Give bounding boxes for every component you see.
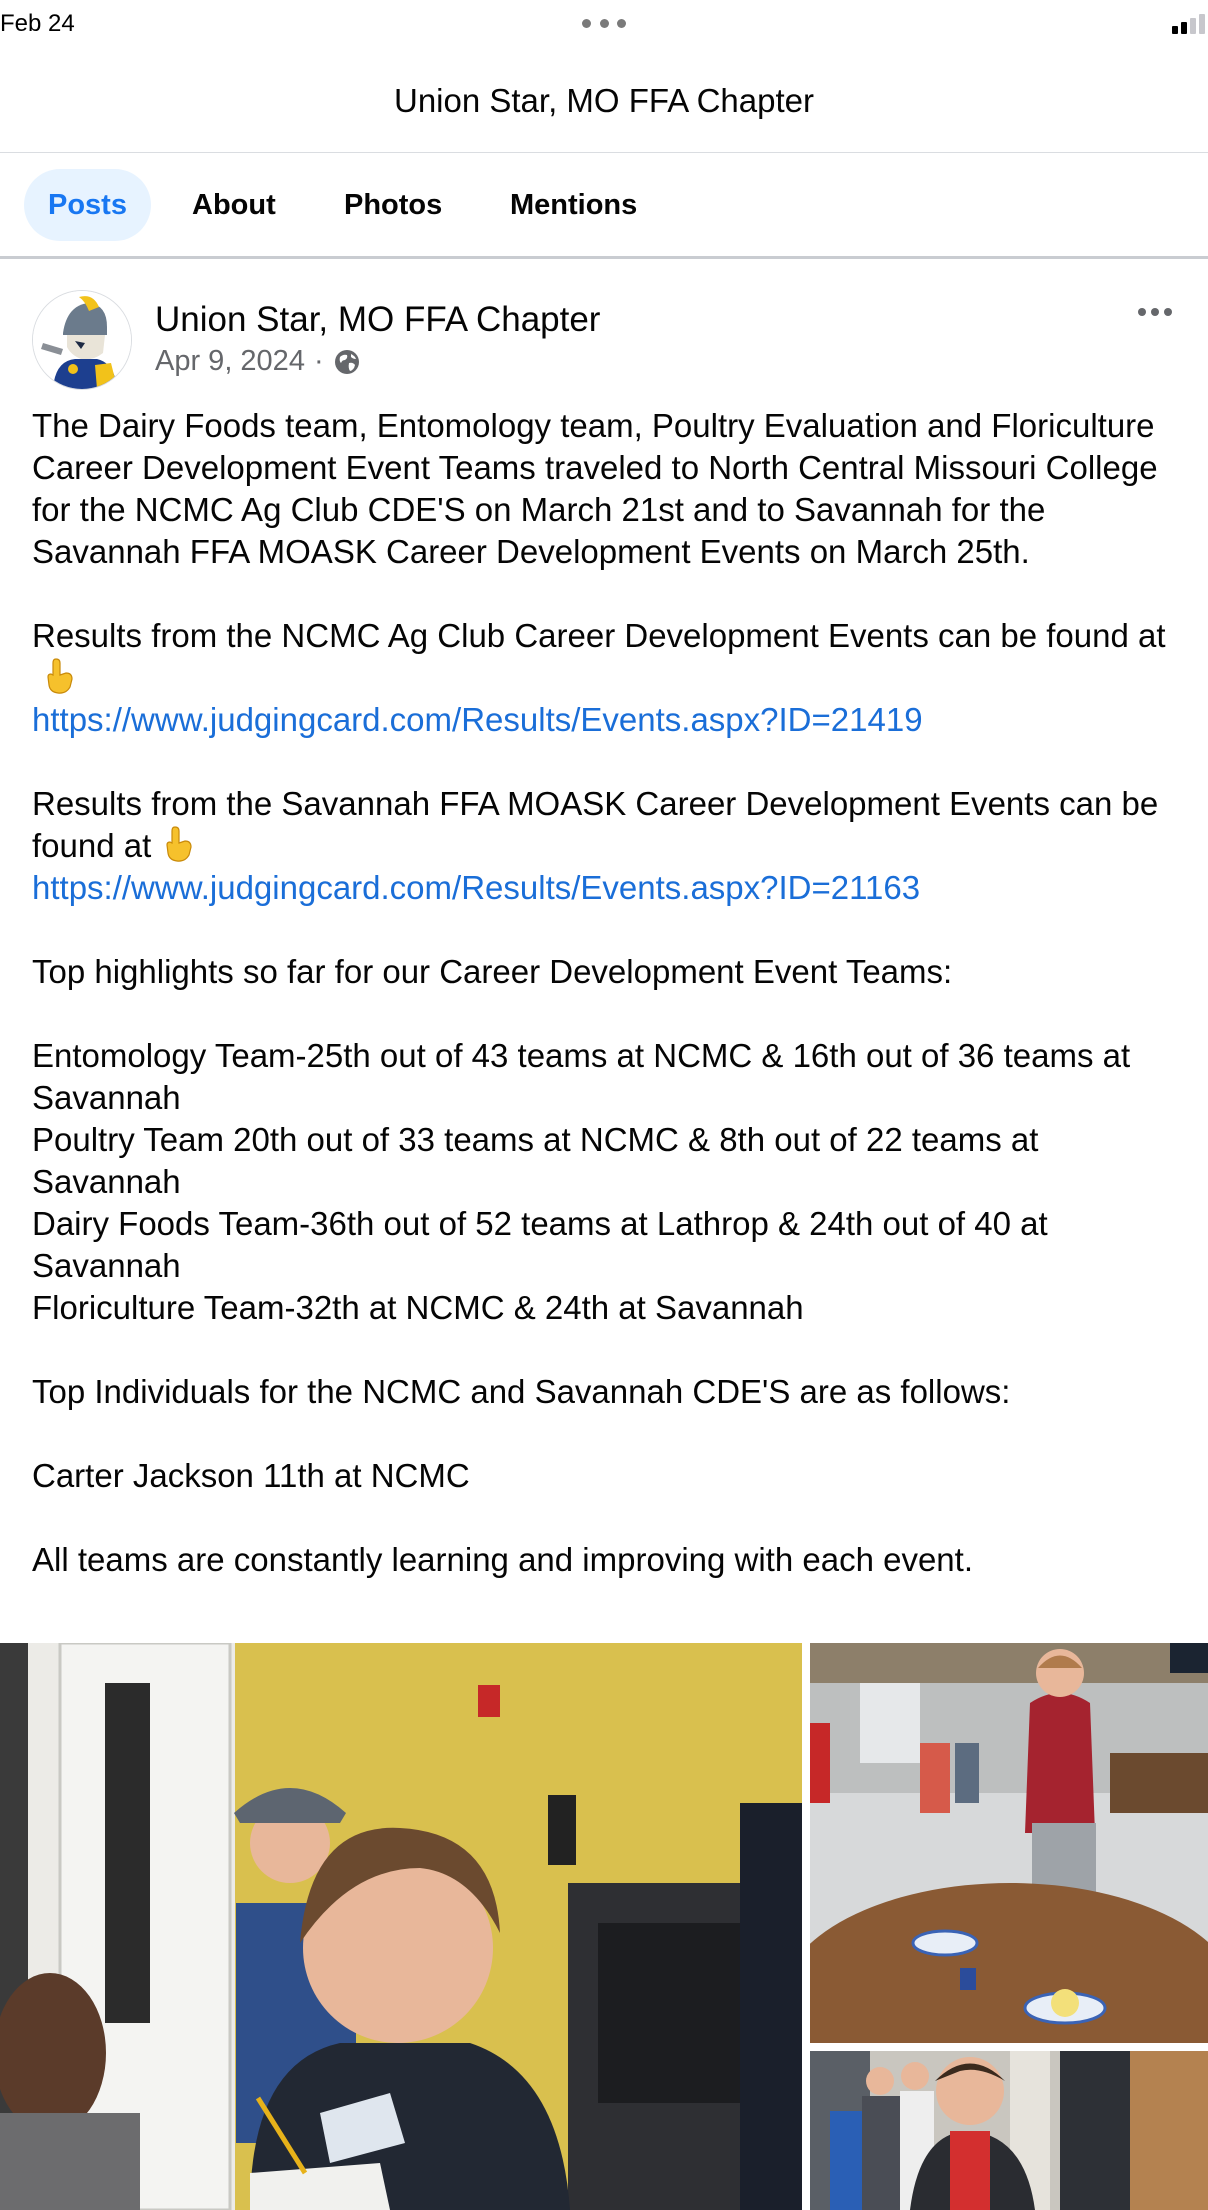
more-options-icon[interactable] [1138,308,1172,318]
post-header [0,260,1208,400]
signal-strength-icon [1170,14,1208,34]
meta-separator: · [313,345,324,377]
post-body [32,405,1182,1581]
pointing-down-emoji-icon [42,657,76,695]
post-date[interactable]: Apr 9, 2024 [155,345,305,377]
post-meta [155,345,361,378]
results-savannah-text: Results from the Savannah FFA MOASK Career Development Events can be found at [32,785,1159,864]
results-savannah [32,783,1182,867]
profile-tabs [0,153,1208,259]
closing-line: All teams are constantly learning and improving with each event. [32,1541,973,1578]
tab-about[interactable]: About [192,189,276,221]
tab-mentions[interactable]: Mentions [510,189,638,221]
individual-result: Carter Jackson 11th at NCMC [32,1457,470,1494]
highlight-item: Dairy Foods Team-36th out of 52 teams at Lathrop & 24th out of 40 at Savannah [32,1205,1048,1284]
photo-student-at-table[interactable] [810,1643,1208,2043]
globe-icon [333,348,361,376]
status-bar [0,0,1208,46]
post-paragraph: The Dairy Foods team, Entomology team, Poultry Evaluation and Floriculture Career Development Event Teams traveled to North Central Missouri College for the NCMC Ag Club CDE'S on March 21st and to Savannah for the Savannah FFA MOASK Career Development Events on March 25th. [32,407,1158,570]
results-ncmc-link[interactable]: https://www.judgingcard.com/Results/Events.aspx?ID=21419 [32,701,923,738]
status-date: Feb 24 [0,10,75,37]
post-author[interactable]: Union Star, MO FFA Chapter [155,300,601,339]
page-title: Union Star, MO FFA Chapter [393,82,814,119]
results-ncmc-text: Results from the NCMC Ag Club Career Development Events can be found at [32,617,1166,654]
photo-grid [0,1643,1208,2210]
photo-students-in-hallway[interactable] [810,2051,1208,2210]
highlight-item: Poultry Team 20th out of 33 teams at NCMC & 8th out of 22 teams at Savannah [32,1121,1039,1200]
highlight-item: Floriculture Team-32th at NCMC & 24th at Savannah [32,1289,804,1326]
page-header [0,46,1208,153]
avatar[interactable] [32,290,132,390]
tab-posts[interactable]: Posts [24,169,151,241]
results-ncmc [32,615,1182,699]
tab-photos[interactable]: Photos [344,189,443,221]
pointing-down-emoji-icon [161,825,195,863]
photo-student-with-clipboard[interactable] [0,1643,802,2210]
spartan-mascot-logo [33,291,131,389]
individuals-heading: Top Individuals for the NCMC and Savannah CDE'S are as follows: [32,1373,1011,1410]
results-savannah-link[interactable]: https://www.judgingcard.com/Results/Events.aspx?ID=21163 [32,869,921,906]
multitasking-dots-icon[interactable] [582,19,626,27]
highlight-item: Entomology Team-25th out of 43 teams at NCMC & 16th out of 36 teams at Savannah [32,1037,1131,1116]
highlights-heading: Top highlights so far for our Career Development Event Teams: [32,953,953,990]
